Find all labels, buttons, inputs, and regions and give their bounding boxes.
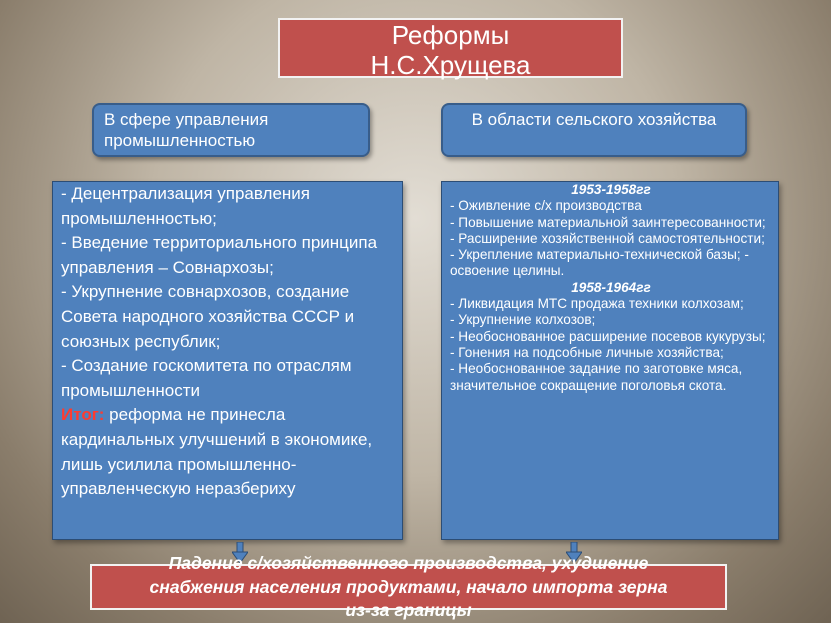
industry-header: В сфере управления промышленностью: [92, 103, 370, 157]
conclusion-line: из-за границы: [345, 600, 472, 620]
title-line-1: Реформы: [391, 20, 510, 50]
industry-result: [61, 403, 396, 501]
industry-item: - Укрупнение совнархозов, создание Совета народного хозяйства СССР и союзных республик;: [61, 282, 355, 351]
conclusion-box: [90, 553, 727, 620]
industry-item: - Децентрализация управления промышленностью;: [61, 184, 310, 228]
title-line-2: Н.С.Хрущева: [370, 50, 531, 80]
agriculture-item: - Укрепление материально-технической базы; - освоение целины.: [450, 247, 749, 279]
agriculture-item: - Укрупнение колхозов;: [450, 312, 596, 328]
industry-item: - Создание госкомитета по отраслям промышленности: [61, 356, 352, 400]
result-label: Итог:: [61, 405, 105, 425]
agriculture-item: - Необоснованное расширение посевов кукурузы;: [450, 328, 766, 344]
industry-panel: [52, 181, 403, 540]
industry-item: - Введение территориального принципа управления – Совнархозы;: [61, 233, 378, 277]
agriculture-header: В области сельского хозяйства: [441, 103, 747, 157]
agriculture-item: - Ликвидация МТС продажа техники колхозам;: [450, 296, 744, 312]
period-heading-2: 1958-1964гг: [571, 279, 651, 295]
result-text: реформа не принесла кардинальных улучшений в экономике, лишь усилила промышленно-управленческую неразбериху: [61, 405, 373, 499]
agriculture-item: - Повышение материальной заинтересованности;: [450, 214, 766, 230]
agriculture-item: - Оживление с/х производства: [450, 198, 642, 214]
agriculture-item: - Гонения на подсобные личные хозяйства;: [450, 344, 724, 360]
agriculture-item: - Необоснованное задание по заготовке мяса, значительное сокращение поголовья скота.: [450, 361, 743, 393]
agriculture-item: - Расширение хозяйственной самостоятельности;: [450, 230, 765, 246]
period-heading-1: 1953-1958гг: [571, 182, 651, 197]
conclusion-line: Падение с/хозяйственного производства, ухудшение: [168, 553, 649, 573]
title-box: [278, 18, 623, 78]
agriculture-panel: [441, 181, 779, 540]
conclusion-line: снабжения населения продуктами, начало импорта зерна: [149, 576, 668, 597]
